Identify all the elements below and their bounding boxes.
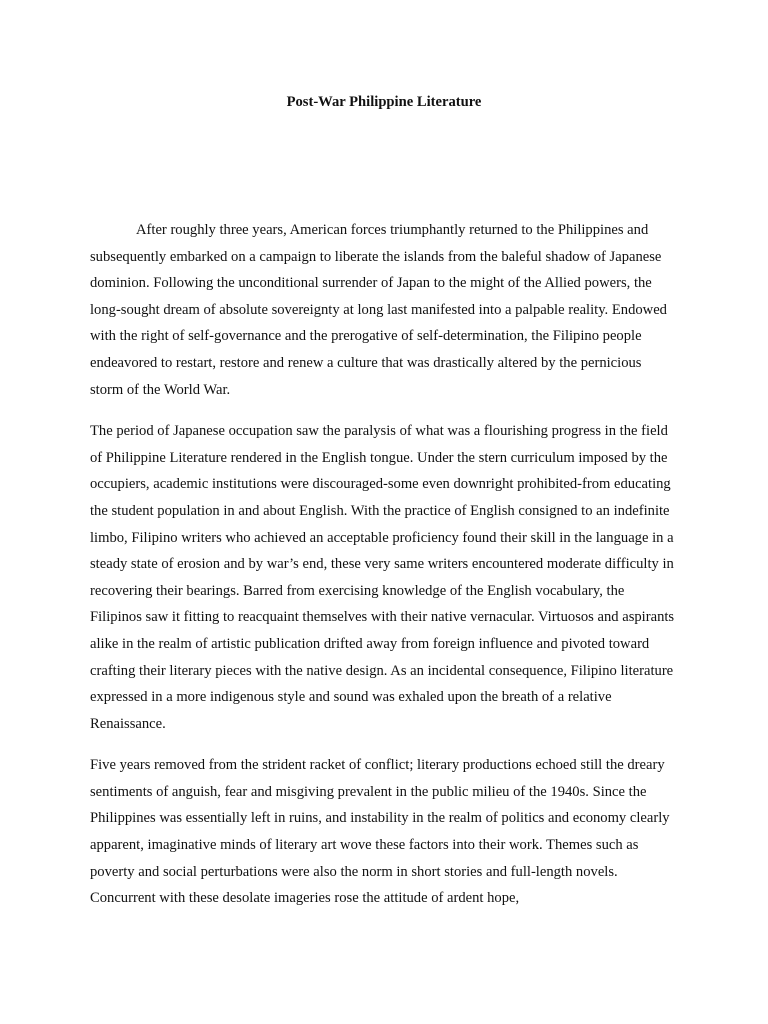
document-body [90, 217, 678, 927]
paragraph-2: The period of Japanese occupation saw the paralysis of what was a flourishing progress in the field of Philippine Literature rendered in the English tongue. Under the stern curriculum imposed by the occupiers, academic institutions were discouraged-some even downright prohibited-from educating the student population in and about English. With the practice of English consigned to an indefinite limbo, Filipino writers who achieved an acceptable proficiency found their skill in the language in a steady state of erosion and by war’s end, these very same writers encountered moderate difficulty in recovering their bearings. Barred from exercising knowledge of the English vocabulary, the Filipinos saw it fitting to reacquaint themselves with their native vernacular. Virtuosos and aspirants alike in the realm of artistic publication drifted away from foreign influence and pivoted toward crafting their literary pieces with the native design. As an incidental consequence, Filipino literature expressed in a more indigenous style and sound was exhaled upon the breath of a relative Renaissance. [90, 423, 675, 732]
paragraph-1: After roughly three years, American forces triumphantly returned to the Philippines and subsequently embarked on a campaign to liberate the islands from the baleful shadow of Japanese dominion. Following the unconditional surrender of Japan to the might of the Allied powers, the long-sought dream of absolute sovereignty at long last manifested into a palpable reality. Endowed with the right of self-governance and the prerogative of self-determination, the Filipino people endeavored to restart, restore and renew a culture that was drastically altered by the pernicious storm of the World War. [90, 222, 667, 398]
document-title: Post-War Philippine Literature [286, 94, 482, 110]
paragraph-3: Five years removed from the strident racket of conflict; literary productions echoed still the dreary sentiments of anguish, fear and misgiving prevalent in the public milieu of the 1940s. Since the Philippines was essentially left in ruins, and instability in the realm of politics and economy clearly apparent, imaginative minds of literary art wove these factors into their work. Themes such as poverty and social perturbations were also the norm in short stories and full-length novels. Concurrent with these desolate imageries rose the attitude of ardent hope, [90, 757, 670, 907]
